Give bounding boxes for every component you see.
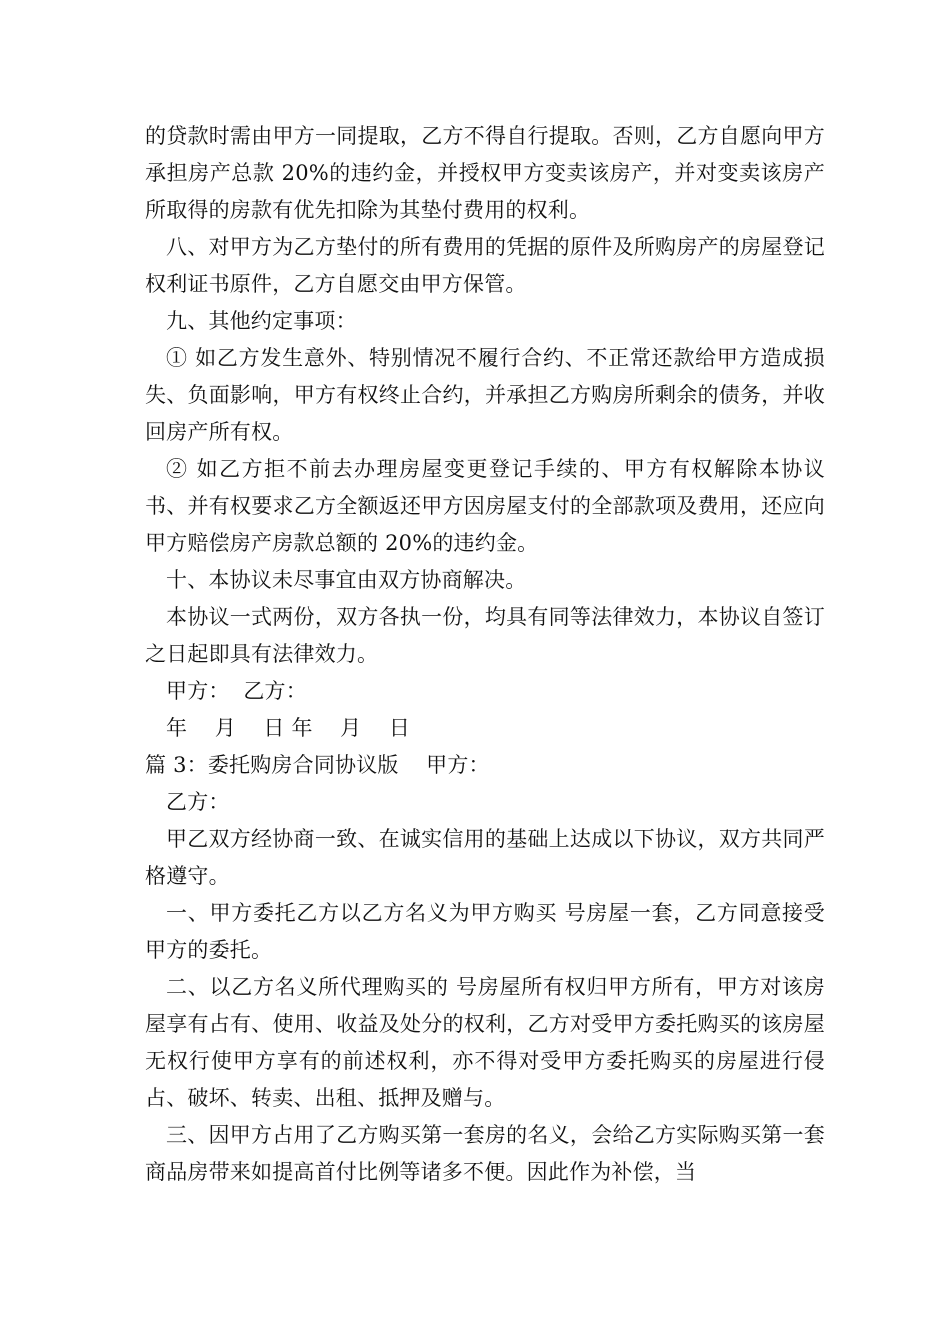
- party-b-line: 乙方：: [166, 790, 230, 814]
- paragraph-agreement-intro: 甲乙双方经协商一致、在诚实信用的基础上达成以下协议，双方共同严格遵守。: [145, 827, 825, 888]
- document-body: [145, 118, 825, 1191]
- paragraph-clause-10: 十、本协议未尽事宜由双方协商解决。: [166, 568, 527, 592]
- paragraph-clause-9-item-1: ① 如乙方发生意外、特别情况不履行合约、不正常还款给甲方造成损失、负面影响，甲方有权终止合约，并承担乙方购房所剩余的债务，并收回房产所有权。: [145, 346, 825, 444]
- paragraph-continued-loan-clause: 的贷款时需由甲方一同提取，乙方不得自行提取。否则，乙方自愿向甲方承担房产总款 20%的违约金，并授权甲方变卖该房产，并对变卖该房产所取得的房款有优先扣除为其垫付费用的权利。: [145, 124, 825, 222]
- paragraph-clause-2: 二、以乙方名义所代理购买的 号房屋所有权归甲方所有，甲方对该房屋享有占有、使用、收益及处分的权利，乙方对受甲方委托购买的该房屋无权行使甲方享有的前述权利，亦不得对受甲方委托购买的房屋进行侵占、破坏、转卖、出租、抵押及赠与。: [145, 975, 825, 1110]
- signature-date-line: 年 月 日 年 月 日: [166, 716, 411, 740]
- paragraph-clause-1: 一、甲方委托乙方以乙方名义为甲方购买 号房屋一套，乙方同意接受甲方的委托。: [145, 901, 825, 962]
- paragraph-copies-clause: 本协议一式两份，双方各执一份，均具有同等法律效力，本协议自签订之日起即具有法律效力。: [145, 605, 825, 666]
- paragraph-clause-3: 三、因甲方占用了乙方购买第一套房的名义，会给乙方实际购买第一套商品房带来如提高首付比例等诸多不便。因此作为补偿，当: [145, 1123, 825, 1184]
- paragraph-clause-9-heading: 九、其他约定事项：: [166, 309, 357, 333]
- paragraph-clause-9-item-2: ② 如乙方拒不前去办理房屋变更登记手续的、甲方有权解除本协议书、并有权要求乙方全额返还甲方因房屋支付的全部款项及费用，还应向甲方赔偿房产房款总额的 20%的违约金。: [145, 457, 825, 555]
- paragraph-clause-8: 八、对甲方为乙方垫付的所有费用的凭据的原件及所购房产的房屋登记权利证书原件，乙方自愿交由甲方保管。: [145, 235, 825, 296]
- section-title-part-3: 篇 3：委托购房合同协议版 甲方：: [145, 753, 490, 777]
- signature-parties-line: 甲方： 乙方：: [166, 679, 307, 703]
